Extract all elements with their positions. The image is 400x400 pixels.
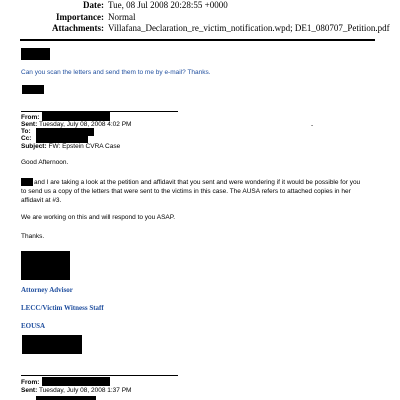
sent-value-2: Tuesday, July 08, 2008 1:37 PM (38, 387, 132, 394)
redacted-name (21, 48, 50, 60)
redacted-signature-name (21, 251, 70, 280)
redacted-contact (22, 335, 82, 354)
redacted-sender-2 (42, 377, 110, 386)
sent-row-2 (21, 387, 131, 395)
subject-row (21, 143, 120, 151)
subject-label: Subject: (21, 143, 47, 150)
importance-label: Importance: (56, 12, 104, 22)
thanks-text: Thanks. (21, 233, 45, 240)
reply-text: Can you scan the letters and send them to me by e-mail? Thanks. (21, 69, 211, 76)
importance-value: Normal (108, 12, 136, 22)
signature-organization: EOUSA (21, 322, 46, 330)
to-label: To: (21, 128, 31, 135)
header-divider (20, 39, 375, 41)
redacted-name (22, 85, 44, 94)
sent-label: Sent: (21, 121, 38, 128)
date-value: Tue, 08 Jul 2008 20:28:55 +0000 (108, 0, 228, 10)
body-paragraph-2: We are working on this and will respond to you ASAP. (21, 214, 176, 221)
forward-divider-2 (21, 375, 178, 376)
sent-label-2: Sent: (21, 387, 38, 394)
redacted-sender (42, 112, 110, 121)
sent-value: Tuesday, July 08, 2008 4:02 PM (38, 121, 132, 128)
signature-department: LECC/Victim Witness Staff (21, 304, 104, 312)
attachments-value: Villafana_Declaration_re_victim_notification.wpd; DE1_080707_Petition.pdf (108, 23, 390, 33)
signature-title: Attorney Advisor (21, 286, 73, 294)
attachments-label: Attachments: (52, 23, 104, 33)
redacted-recipient (36, 128, 94, 136)
from-label: From: (21, 114, 40, 121)
body-paragraph: and I are taking a look at the petition and affidavit that you sent and were wondering if it would be possible for you to send us a copy of the letters that were sent to the victims in this case. The AUSA refers to attached copies in her affidavit at #3. (21, 179, 361, 204)
greeting: Good Afternoon. (21, 159, 69, 166)
from-label-2: From: (21, 379, 40, 386)
dash-mark: - (311, 122, 314, 129)
cc-label: Cc: (21, 135, 32, 142)
redacted-cc (36, 136, 88, 143)
date-label: Date: (83, 0, 104, 10)
subject-value: FW: Epstein CVRA Case (48, 143, 121, 150)
redacted-recipient-2 (36, 396, 96, 400)
